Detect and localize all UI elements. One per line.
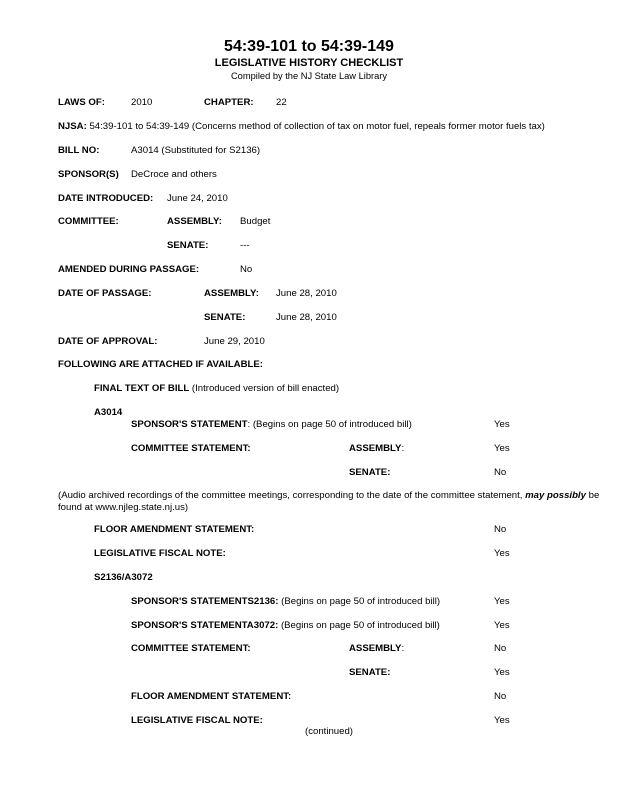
audio-note bbox=[58, 490, 603, 513]
amended-label: AMENDED DURING PASSAGE: bbox=[58, 264, 200, 275]
passage-assembly-label: ASSEMBLY: bbox=[204, 288, 259, 299]
committee-label: COMMITTEE: bbox=[58, 216, 119, 227]
s2136-assembly-row bbox=[349, 643, 404, 654]
fiscal-note-value: Yes bbox=[494, 548, 510, 559]
a3014-senate-value: No bbox=[494, 467, 507, 478]
a3014-senate-label: SENATE: bbox=[349, 467, 391, 478]
a3014-heading: A3014 bbox=[94, 407, 123, 418]
final-text-note: (Introduced version of bill enacted) bbox=[189, 383, 340, 394]
floor-amendment-value: No bbox=[494, 524, 507, 535]
s2136-fiscal-label: LEGISLATIVE FISCAL NOTE: bbox=[131, 715, 263, 726]
a3014-sponsor-value: Yes bbox=[494, 419, 510, 430]
a3014-committee-label: COMMITTEE STATEMENT: bbox=[131, 443, 251, 454]
audio-note-emphasis: may possibly bbox=[525, 490, 586, 501]
laws-of-label: LAWS OF: bbox=[58, 97, 105, 108]
sponsors-label: SPONSOR(S) bbox=[58, 169, 119, 180]
s2136-floor-value: No bbox=[494, 691, 507, 702]
passage-assembly-value: June 28, 2010 bbox=[276, 288, 337, 299]
passage-senate-value: June 28, 2010 bbox=[276, 312, 337, 323]
chapter-label: CHAPTER: bbox=[204, 97, 254, 108]
a3014-sponsor-row bbox=[131, 419, 412, 430]
date-introduced-label: DATE INTRODUCED: bbox=[58, 193, 154, 204]
final-text-row bbox=[94, 383, 339, 394]
bill-no-value: A3014 (Substituted for S2136) bbox=[131, 145, 261, 156]
s2136-sponsor1-note: (Begins on page 50 of introduced bill) bbox=[278, 596, 441, 607]
chapter-value: 22 bbox=[276, 97, 287, 108]
s2136-sponsor2-label: SPONSOR'S STATEMENTA3072: bbox=[131, 620, 279, 631]
s2136-senate-value: Yes bbox=[494, 667, 510, 678]
s2136-assembly-colon: : bbox=[401, 643, 405, 654]
page-subtitle: LEGISLATIVE HISTORY CHECKLIST bbox=[214, 57, 404, 69]
floor-amendment-label: FLOOR AMENDMENT STATEMENT: bbox=[94, 524, 255, 535]
passage-senate-label: SENATE: bbox=[204, 312, 246, 323]
s2136-sponsor2-note: (Begins on page 50 of introduced bill) bbox=[278, 620, 440, 631]
s2136-assembly-value: No bbox=[494, 643, 507, 654]
a3014-sponsor-label: SPONSOR'S STATEMENT bbox=[131, 419, 248, 430]
committee-assembly-label: ASSEMBLY: bbox=[167, 216, 222, 227]
s2136-assembly-label: ASSEMBLY bbox=[349, 643, 402, 654]
s2136-committee-label: COMMITTEE STATEMENT: bbox=[131, 643, 251, 654]
committee-senate-value: --- bbox=[240, 240, 250, 251]
njsa-value: 54:39-101 to 54:39-149 (Concerns method of collection of tax on motor fuel, repeals former motor fuels tax) bbox=[89, 121, 545, 132]
s2136-sponsor1-value: Yes bbox=[494, 596, 510, 607]
committee-senate-label: SENATE: bbox=[167, 240, 209, 251]
s2136-sponsor2-row bbox=[131, 620, 440, 631]
s2136-sponsor1-row bbox=[131, 596, 440, 607]
fiscal-note-label: LEGISLATIVE FISCAL NOTE: bbox=[94, 548, 226, 559]
page-title: 54:39-101 to 54:39-149 bbox=[224, 38, 394, 55]
s2136-sponsor1-label: SPONSOR'S STATEMENTS2136: bbox=[131, 596, 279, 607]
s2136-senate-label: SENATE: bbox=[349, 667, 391, 678]
s2136-fiscal-value: Yes bbox=[494, 715, 510, 726]
a3014-assembly-colon: : bbox=[401, 443, 405, 454]
date-of-approval-value: June 29, 2010 bbox=[204, 336, 265, 347]
date-of-approval-label: DATE OF APPROVAL: bbox=[58, 336, 158, 347]
date-of-passage-label: DATE OF PASSAGE: bbox=[58, 288, 152, 299]
a3014-assembly-label: ASSEMBLY bbox=[349, 443, 402, 454]
laws-of-value: 2010 bbox=[131, 97, 153, 108]
a3014-assembly-row bbox=[349, 443, 404, 454]
sponsors-value: DeCroce and others bbox=[131, 169, 217, 180]
date-introduced-value: June 24, 2010 bbox=[167, 193, 228, 204]
audio-note-prefix: (Audio archived recordings of the committee meetings, corresponding to the date of the committee statement, bbox=[58, 490, 526, 501]
a3014-sponsor-note: : (Begins on page 50 of introduced bill) bbox=[247, 419, 412, 430]
a3014-assembly-value: Yes bbox=[494, 443, 510, 454]
njsa-row bbox=[58, 121, 545, 132]
s2136-heading: S2136/A3072 bbox=[94, 572, 153, 583]
bill-no-label: BILL NO: bbox=[58, 145, 100, 156]
attached-heading: FOLLOWING ARE ATTACHED IF AVAILABLE: bbox=[58, 359, 263, 370]
continued-note: (continued) bbox=[305, 726, 353, 737]
njsa-label: NJSA: bbox=[58, 121, 87, 132]
compiled-by: Compiled by the NJ State Law Library bbox=[230, 71, 388, 81]
committee-assembly-value: Budget bbox=[240, 216, 271, 227]
audio-note-suffix: be found at www.njleg.state.nj.us) bbox=[58, 490, 600, 513]
final-text-label: FINAL TEXT OF BILL bbox=[94, 383, 190, 394]
s2136-sponsor2-value: Yes bbox=[494, 620, 510, 631]
s2136-floor-label: FLOOR AMENDMENT STATEMENT: bbox=[131, 691, 292, 702]
amended-value: No bbox=[240, 264, 253, 275]
